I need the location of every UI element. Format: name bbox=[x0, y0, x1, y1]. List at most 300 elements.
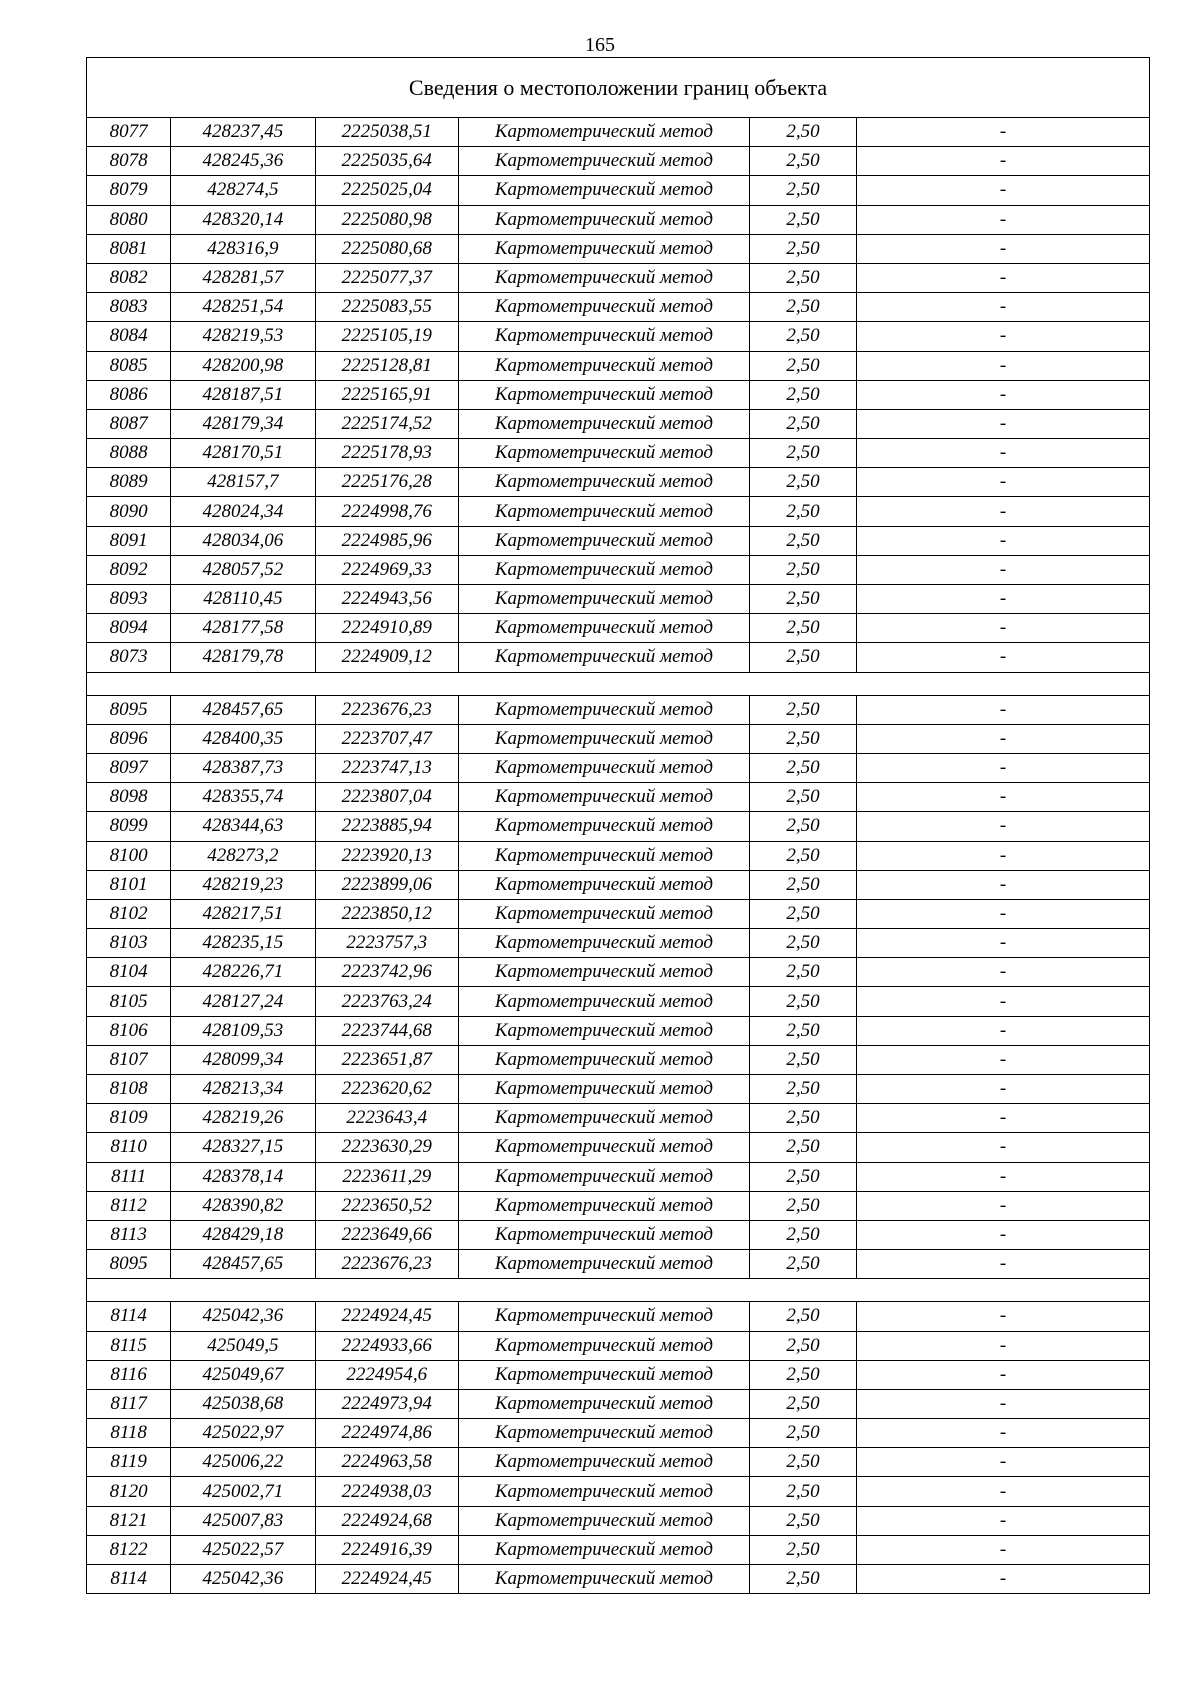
description-cell: - bbox=[857, 234, 1150, 263]
x-coordinate-cell: 428219,26 bbox=[171, 1104, 315, 1133]
y-coordinate-cell: 2225038,51 bbox=[315, 118, 458, 147]
y-coordinate-cell: 2225080,68 bbox=[315, 234, 458, 263]
y-coordinate-cell: 2223630,29 bbox=[315, 1133, 458, 1162]
x-coordinate-cell: 425002,71 bbox=[171, 1477, 315, 1506]
table-row bbox=[87, 118, 1150, 147]
point-number-cell: 8095 bbox=[87, 695, 171, 724]
y-coordinate-cell: 2224954,6 bbox=[315, 1360, 458, 1389]
x-coordinate-cell: 428237,45 bbox=[171, 118, 315, 147]
method-cell: Картометрический метод bbox=[459, 958, 750, 987]
table-body bbox=[87, 58, 1150, 1594]
y-coordinate-cell: 2223649,66 bbox=[315, 1220, 458, 1249]
description-cell: - bbox=[857, 753, 1150, 782]
method-cell: Картометрический метод bbox=[459, 724, 750, 753]
accuracy-cell: 2,50 bbox=[749, 1477, 856, 1506]
x-coordinate-cell: 428187,51 bbox=[171, 380, 315, 409]
y-coordinate-cell: 2225077,37 bbox=[315, 263, 458, 292]
accuracy-cell: 2,50 bbox=[749, 1389, 856, 1418]
method-cell: Картометрический метод bbox=[459, 585, 750, 614]
description-cell: - bbox=[857, 409, 1150, 438]
x-coordinate-cell: 425049,67 bbox=[171, 1360, 315, 1389]
point-number-cell: 8109 bbox=[87, 1104, 171, 1133]
description-cell: - bbox=[857, 1506, 1150, 1535]
x-coordinate-cell: 428273,2 bbox=[171, 841, 315, 870]
x-coordinate-cell: 425042,36 bbox=[171, 1565, 315, 1594]
method-cell: Картометрический метод bbox=[459, 1016, 750, 1045]
accuracy-cell: 2,50 bbox=[749, 176, 856, 205]
description-cell: - bbox=[857, 497, 1150, 526]
method-cell: Картометрический метод bbox=[459, 1250, 750, 1279]
description-cell: - bbox=[857, 380, 1150, 409]
method-cell: Картометрический метод bbox=[459, 293, 750, 322]
table-row bbox=[87, 293, 1150, 322]
table-row bbox=[87, 812, 1150, 841]
table-row bbox=[87, 555, 1150, 584]
table-row bbox=[87, 147, 1150, 176]
table-row bbox=[87, 1162, 1150, 1191]
point-number-cell: 8102 bbox=[87, 899, 171, 928]
point-number-cell: 8117 bbox=[87, 1389, 171, 1418]
point-number-cell: 8082 bbox=[87, 263, 171, 292]
accuracy-cell: 2,50 bbox=[749, 351, 856, 380]
x-coordinate-cell: 428219,53 bbox=[171, 322, 315, 351]
point-number-cell: 8111 bbox=[87, 1162, 171, 1191]
accuracy-cell: 2,50 bbox=[749, 118, 856, 147]
point-number-cell: 8080 bbox=[87, 205, 171, 234]
x-coordinate-cell: 428213,34 bbox=[171, 1075, 315, 1104]
table-row bbox=[87, 695, 1150, 724]
accuracy-cell: 2,50 bbox=[749, 1045, 856, 1074]
accuracy-cell: 2,50 bbox=[749, 958, 856, 987]
point-number-cell: 8121 bbox=[87, 1506, 171, 1535]
accuracy-cell: 2,50 bbox=[749, 1104, 856, 1133]
method-cell: Картометрический метод bbox=[459, 1302, 750, 1331]
table-row bbox=[87, 614, 1150, 643]
table-row bbox=[87, 526, 1150, 555]
point-number-cell: 8094 bbox=[87, 614, 171, 643]
accuracy-cell: 2,50 bbox=[749, 783, 856, 812]
accuracy-cell: 2,50 bbox=[749, 1220, 856, 1249]
y-coordinate-cell: 2223744,68 bbox=[315, 1016, 458, 1045]
method-cell: Картометрический метод bbox=[459, 176, 750, 205]
description-cell: - bbox=[857, 1250, 1150, 1279]
table-row bbox=[87, 1191, 1150, 1220]
group-separator bbox=[87, 672, 1150, 695]
accuracy-cell: 2,50 bbox=[749, 1360, 856, 1389]
point-number-cell: 8119 bbox=[87, 1448, 171, 1477]
method-cell: Картометрический метод bbox=[459, 614, 750, 643]
y-coordinate-cell: 2224943,56 bbox=[315, 585, 458, 614]
accuracy-cell: 2,50 bbox=[749, 899, 856, 928]
description-cell: - bbox=[857, 585, 1150, 614]
table-row bbox=[87, 497, 1150, 526]
method-cell: Картометрический метод bbox=[459, 1220, 750, 1249]
method-cell: Картометрический метод bbox=[459, 1075, 750, 1104]
point-number-cell: 8097 bbox=[87, 753, 171, 782]
method-cell: Картометрический метод bbox=[459, 322, 750, 351]
point-number-cell: 8092 bbox=[87, 555, 171, 584]
table-row bbox=[87, 753, 1150, 782]
point-number-cell: 8087 bbox=[87, 409, 171, 438]
accuracy-cell: 2,50 bbox=[749, 1331, 856, 1360]
x-coordinate-cell: 428024,34 bbox=[171, 497, 315, 526]
point-number-cell: 8118 bbox=[87, 1419, 171, 1448]
x-coordinate-cell: 428179,34 bbox=[171, 409, 315, 438]
method-cell: Картометрический метод bbox=[459, 439, 750, 468]
point-number-cell: 8078 bbox=[87, 147, 171, 176]
point-number-cell: 8122 bbox=[87, 1535, 171, 1564]
point-number-cell: 8110 bbox=[87, 1133, 171, 1162]
accuracy-cell: 2,50 bbox=[749, 841, 856, 870]
x-coordinate-cell: 428235,15 bbox=[171, 929, 315, 958]
x-coordinate-cell: 428378,14 bbox=[171, 1162, 315, 1191]
x-coordinate-cell: 428390,82 bbox=[171, 1191, 315, 1220]
table-row bbox=[87, 1419, 1150, 1448]
accuracy-cell: 2,50 bbox=[749, 1075, 856, 1104]
method-cell: Картометрический метод bbox=[459, 380, 750, 409]
description-cell: - bbox=[857, 1477, 1150, 1506]
y-coordinate-cell: 2225176,28 bbox=[315, 468, 458, 497]
x-coordinate-cell: 428457,65 bbox=[171, 695, 315, 724]
accuracy-cell: 2,50 bbox=[749, 870, 856, 899]
point-number-cell: 8108 bbox=[87, 1075, 171, 1104]
table-row bbox=[87, 234, 1150, 263]
x-coordinate-cell: 428219,23 bbox=[171, 870, 315, 899]
table-row bbox=[87, 724, 1150, 753]
accuracy-cell: 2,50 bbox=[749, 526, 856, 555]
point-number-cell: 8100 bbox=[87, 841, 171, 870]
point-number-cell: 8086 bbox=[87, 380, 171, 409]
method-cell: Картометрический метод bbox=[459, 1162, 750, 1191]
y-coordinate-cell: 2224938,03 bbox=[315, 1477, 458, 1506]
y-coordinate-cell: 2225080,98 bbox=[315, 205, 458, 234]
y-coordinate-cell: 2225165,91 bbox=[315, 380, 458, 409]
x-coordinate-cell: 428245,36 bbox=[171, 147, 315, 176]
point-number-cell: 8106 bbox=[87, 1016, 171, 1045]
accuracy-cell: 2,50 bbox=[749, 293, 856, 322]
x-coordinate-cell: 425022,57 bbox=[171, 1535, 315, 1564]
y-coordinate-cell: 2224924,68 bbox=[315, 1506, 458, 1535]
method-cell: Картометрический метод bbox=[459, 1448, 750, 1477]
x-coordinate-cell: 428457,65 bbox=[171, 1250, 315, 1279]
accuracy-cell: 2,50 bbox=[749, 439, 856, 468]
table-row bbox=[87, 1104, 1150, 1133]
y-coordinate-cell: 2223763,24 bbox=[315, 987, 458, 1016]
method-cell: Картометрический метод bbox=[459, 1045, 750, 1074]
method-cell: Картометрический метод bbox=[459, 1477, 750, 1506]
x-coordinate-cell: 425042,36 bbox=[171, 1302, 315, 1331]
point-number-cell: 8096 bbox=[87, 724, 171, 753]
accuracy-cell: 2,50 bbox=[749, 1302, 856, 1331]
x-coordinate-cell: 428320,14 bbox=[171, 205, 315, 234]
description-cell: - bbox=[857, 958, 1150, 987]
y-coordinate-cell: 2223885,94 bbox=[315, 812, 458, 841]
accuracy-cell: 2,50 bbox=[749, 753, 856, 782]
point-number-cell: 8103 bbox=[87, 929, 171, 958]
method-cell: Картометрический метод bbox=[459, 1360, 750, 1389]
y-coordinate-cell: 2224924,45 bbox=[315, 1565, 458, 1594]
table-row bbox=[87, 841, 1150, 870]
description-cell: - bbox=[857, 176, 1150, 205]
method-cell: Картометрический метод bbox=[459, 1104, 750, 1133]
accuracy-cell: 2,50 bbox=[749, 929, 856, 958]
y-coordinate-cell: 2223707,47 bbox=[315, 724, 458, 753]
accuracy-cell: 2,50 bbox=[749, 585, 856, 614]
table-row bbox=[87, 1506, 1150, 1535]
table-title-row bbox=[87, 58, 1150, 118]
table-row bbox=[87, 1565, 1150, 1594]
description-cell: - bbox=[857, 1045, 1150, 1074]
x-coordinate-cell: 428429,18 bbox=[171, 1220, 315, 1249]
x-coordinate-cell: 428157,7 bbox=[171, 468, 315, 497]
table-row bbox=[87, 439, 1150, 468]
accuracy-cell: 2,50 bbox=[749, 724, 856, 753]
table-row bbox=[87, 1220, 1150, 1249]
point-number-cell: 8107 bbox=[87, 1045, 171, 1074]
accuracy-cell: 2,50 bbox=[749, 1016, 856, 1045]
y-coordinate-cell: 2223899,06 bbox=[315, 870, 458, 899]
description-cell: - bbox=[857, 351, 1150, 380]
method-cell: Картометрический метод bbox=[459, 899, 750, 928]
y-coordinate-cell: 2223742,96 bbox=[315, 958, 458, 987]
method-cell: Картометрический метод bbox=[459, 1535, 750, 1564]
description-cell: - bbox=[857, 1016, 1150, 1045]
y-coordinate-cell: 2223643,4 bbox=[315, 1104, 458, 1133]
table-row bbox=[87, 870, 1150, 899]
point-number-cell: 8073 bbox=[87, 643, 171, 672]
y-coordinate-cell: 2223676,23 bbox=[315, 1250, 458, 1279]
y-coordinate-cell: 2223807,04 bbox=[315, 783, 458, 812]
y-coordinate-cell: 2224963,58 bbox=[315, 1448, 458, 1477]
method-cell: Картометрический метод bbox=[459, 1565, 750, 1594]
y-coordinate-cell: 2224969,33 bbox=[315, 555, 458, 584]
accuracy-cell: 2,50 bbox=[749, 812, 856, 841]
y-coordinate-cell: 2225128,81 bbox=[315, 351, 458, 380]
description-cell: - bbox=[857, 205, 1150, 234]
x-coordinate-cell: 428344,63 bbox=[171, 812, 315, 841]
description-cell: - bbox=[857, 293, 1150, 322]
point-number-cell: 8085 bbox=[87, 351, 171, 380]
x-coordinate-cell: 425022,97 bbox=[171, 1419, 315, 1448]
x-coordinate-cell: 428034,06 bbox=[171, 526, 315, 555]
point-number-cell: 8115 bbox=[87, 1331, 171, 1360]
accuracy-cell: 2,50 bbox=[749, 468, 856, 497]
accuracy-cell: 2,50 bbox=[749, 409, 856, 438]
table-row bbox=[87, 1535, 1150, 1564]
x-coordinate-cell: 428355,74 bbox=[171, 783, 315, 812]
point-number-cell: 8120 bbox=[87, 1477, 171, 1506]
point-number-cell: 8083 bbox=[87, 293, 171, 322]
table-row bbox=[87, 176, 1150, 205]
table-title: Сведения о местоположении границ объекта bbox=[87, 58, 1150, 118]
description-cell: - bbox=[857, 643, 1150, 672]
table-row bbox=[87, 783, 1150, 812]
method-cell: Картометрический метод bbox=[459, 526, 750, 555]
description-cell: - bbox=[857, 812, 1150, 841]
accuracy-cell: 2,50 bbox=[749, 1448, 856, 1477]
point-number-cell: 8079 bbox=[87, 176, 171, 205]
description-cell: - bbox=[857, 263, 1150, 292]
y-coordinate-cell: 2223747,13 bbox=[315, 753, 458, 782]
description-cell: - bbox=[857, 1565, 1150, 1594]
accuracy-cell: 2,50 bbox=[749, 987, 856, 1016]
description-cell: - bbox=[857, 1535, 1150, 1564]
method-cell: Картометрический метод bbox=[459, 497, 750, 526]
y-coordinate-cell: 2224985,96 bbox=[315, 526, 458, 555]
method-cell: Картометрический метод bbox=[459, 812, 750, 841]
method-cell: Картометрический метод bbox=[459, 1419, 750, 1448]
group-separator-row bbox=[87, 1279, 1150, 1302]
description-cell: - bbox=[857, 526, 1150, 555]
y-coordinate-cell: 2223650,52 bbox=[315, 1191, 458, 1220]
y-coordinate-cell: 2224933,66 bbox=[315, 1331, 458, 1360]
accuracy-cell: 2,50 bbox=[749, 695, 856, 724]
accuracy-cell: 2,50 bbox=[749, 1133, 856, 1162]
accuracy-cell: 2,50 bbox=[749, 147, 856, 176]
y-coordinate-cell: 2223920,13 bbox=[315, 841, 458, 870]
accuracy-cell: 2,50 bbox=[749, 555, 856, 584]
point-number-cell: 8099 bbox=[87, 812, 171, 841]
table-row bbox=[87, 1016, 1150, 1045]
description-cell: - bbox=[857, 1302, 1150, 1331]
x-coordinate-cell: 428387,73 bbox=[171, 753, 315, 782]
point-number-cell: 8081 bbox=[87, 234, 171, 263]
description-cell: - bbox=[857, 929, 1150, 958]
method-cell: Картометрический метод bbox=[459, 643, 750, 672]
x-coordinate-cell: 428200,98 bbox=[171, 351, 315, 380]
y-coordinate-cell: 2224909,12 bbox=[315, 643, 458, 672]
method-cell: Картометрический метод bbox=[459, 555, 750, 584]
y-coordinate-cell: 2223620,62 bbox=[315, 1075, 458, 1104]
description-cell: - bbox=[857, 555, 1150, 584]
table-row bbox=[87, 351, 1150, 380]
table-row bbox=[87, 958, 1150, 987]
method-cell: Картометрический метод bbox=[459, 1331, 750, 1360]
accuracy-cell: 2,50 bbox=[749, 263, 856, 292]
description-cell: - bbox=[857, 1389, 1150, 1418]
description-cell: - bbox=[857, 695, 1150, 724]
description-cell: - bbox=[857, 1162, 1150, 1191]
point-number-cell: 8114 bbox=[87, 1565, 171, 1594]
description-cell: - bbox=[857, 1331, 1150, 1360]
table-row bbox=[87, 322, 1150, 351]
point-number-cell: 8114 bbox=[87, 1302, 171, 1331]
method-cell: Картометрический метод bbox=[459, 1506, 750, 1535]
y-coordinate-cell: 2223757,3 bbox=[315, 929, 458, 958]
description-cell: - bbox=[857, 783, 1150, 812]
accuracy-cell: 2,50 bbox=[749, 497, 856, 526]
point-number-cell: 8101 bbox=[87, 870, 171, 899]
method-cell: Картометрический метод bbox=[459, 753, 750, 782]
y-coordinate-cell: 2223850,12 bbox=[315, 899, 458, 928]
accuracy-cell: 2,50 bbox=[749, 1565, 856, 1594]
point-number-cell: 8105 bbox=[87, 987, 171, 1016]
table-row bbox=[87, 1477, 1150, 1506]
table-row bbox=[87, 205, 1150, 234]
accuracy-cell: 2,50 bbox=[749, 205, 856, 234]
point-number-cell: 8116 bbox=[87, 1360, 171, 1389]
table-row bbox=[87, 1133, 1150, 1162]
y-coordinate-cell: 2223676,23 bbox=[315, 695, 458, 724]
accuracy-cell: 2,50 bbox=[749, 614, 856, 643]
table-row bbox=[87, 1250, 1150, 1279]
point-number-cell: 8090 bbox=[87, 497, 171, 526]
table-row bbox=[87, 1045, 1150, 1074]
method-cell: Картометрический метод bbox=[459, 987, 750, 1016]
table-row bbox=[87, 409, 1150, 438]
description-cell: - bbox=[857, 1133, 1150, 1162]
accuracy-cell: 2,50 bbox=[749, 1250, 856, 1279]
description-cell: - bbox=[857, 841, 1150, 870]
method-cell: Картометрический метод bbox=[459, 783, 750, 812]
x-coordinate-cell: 428177,58 bbox=[171, 614, 315, 643]
x-coordinate-cell: 428109,53 bbox=[171, 1016, 315, 1045]
y-coordinate-cell: 2223651,87 bbox=[315, 1045, 458, 1074]
method-cell: Картометрический метод bbox=[459, 929, 750, 958]
accuracy-cell: 2,50 bbox=[749, 380, 856, 409]
method-cell: Картометрический метод bbox=[459, 263, 750, 292]
table-row bbox=[87, 1075, 1150, 1104]
point-number-cell: 8112 bbox=[87, 1191, 171, 1220]
point-number-cell: 8098 bbox=[87, 783, 171, 812]
accuracy-cell: 2,50 bbox=[749, 1506, 856, 1535]
method-cell: Картометрический метод bbox=[459, 118, 750, 147]
description-cell: - bbox=[857, 468, 1150, 497]
accuracy-cell: 2,50 bbox=[749, 643, 856, 672]
accuracy-cell: 2,50 bbox=[749, 1535, 856, 1564]
description-cell: - bbox=[857, 1448, 1150, 1477]
page-number: 165 bbox=[585, 34, 615, 56]
description-cell: - bbox=[857, 1220, 1150, 1249]
group-separator bbox=[87, 1279, 1150, 1302]
x-coordinate-cell: 428281,57 bbox=[171, 263, 315, 292]
table-row bbox=[87, 1302, 1150, 1331]
description-cell: - bbox=[857, 322, 1150, 351]
method-cell: Картометрический метод bbox=[459, 1389, 750, 1418]
accuracy-cell: 2,50 bbox=[749, 1191, 856, 1220]
description-cell: - bbox=[857, 1104, 1150, 1133]
point-number-cell: 8088 bbox=[87, 439, 171, 468]
method-cell: Картометрический метод bbox=[459, 841, 750, 870]
x-coordinate-cell: 428127,24 bbox=[171, 987, 315, 1016]
description-cell: - bbox=[857, 118, 1150, 147]
description-cell: - bbox=[857, 614, 1150, 643]
method-cell: Картометрический метод bbox=[459, 468, 750, 497]
point-number-cell: 8089 bbox=[87, 468, 171, 497]
table-row bbox=[87, 1331, 1150, 1360]
boundaries-table bbox=[86, 57, 1150, 1594]
y-coordinate-cell: 2225083,55 bbox=[315, 293, 458, 322]
method-cell: Картометрический метод bbox=[459, 409, 750, 438]
table-row bbox=[87, 380, 1150, 409]
point-number-cell: 8095 bbox=[87, 1250, 171, 1279]
description-cell: - bbox=[857, 870, 1150, 899]
table-row bbox=[87, 1448, 1150, 1477]
table-row bbox=[87, 929, 1150, 958]
table-row bbox=[87, 643, 1150, 672]
x-coordinate-cell: 428327,15 bbox=[171, 1133, 315, 1162]
y-coordinate-cell: 2224974,86 bbox=[315, 1419, 458, 1448]
description-cell: - bbox=[857, 439, 1150, 468]
description-cell: - bbox=[857, 1360, 1150, 1389]
x-coordinate-cell: 428226,71 bbox=[171, 958, 315, 987]
x-coordinate-cell: 428316,9 bbox=[171, 234, 315, 263]
y-coordinate-cell: 2223611,29 bbox=[315, 1162, 458, 1191]
y-coordinate-cell: 2225174,52 bbox=[315, 409, 458, 438]
x-coordinate-cell: 428400,35 bbox=[171, 724, 315, 753]
x-coordinate-cell: 428179,78 bbox=[171, 643, 315, 672]
method-cell: Картометрический метод bbox=[459, 870, 750, 899]
